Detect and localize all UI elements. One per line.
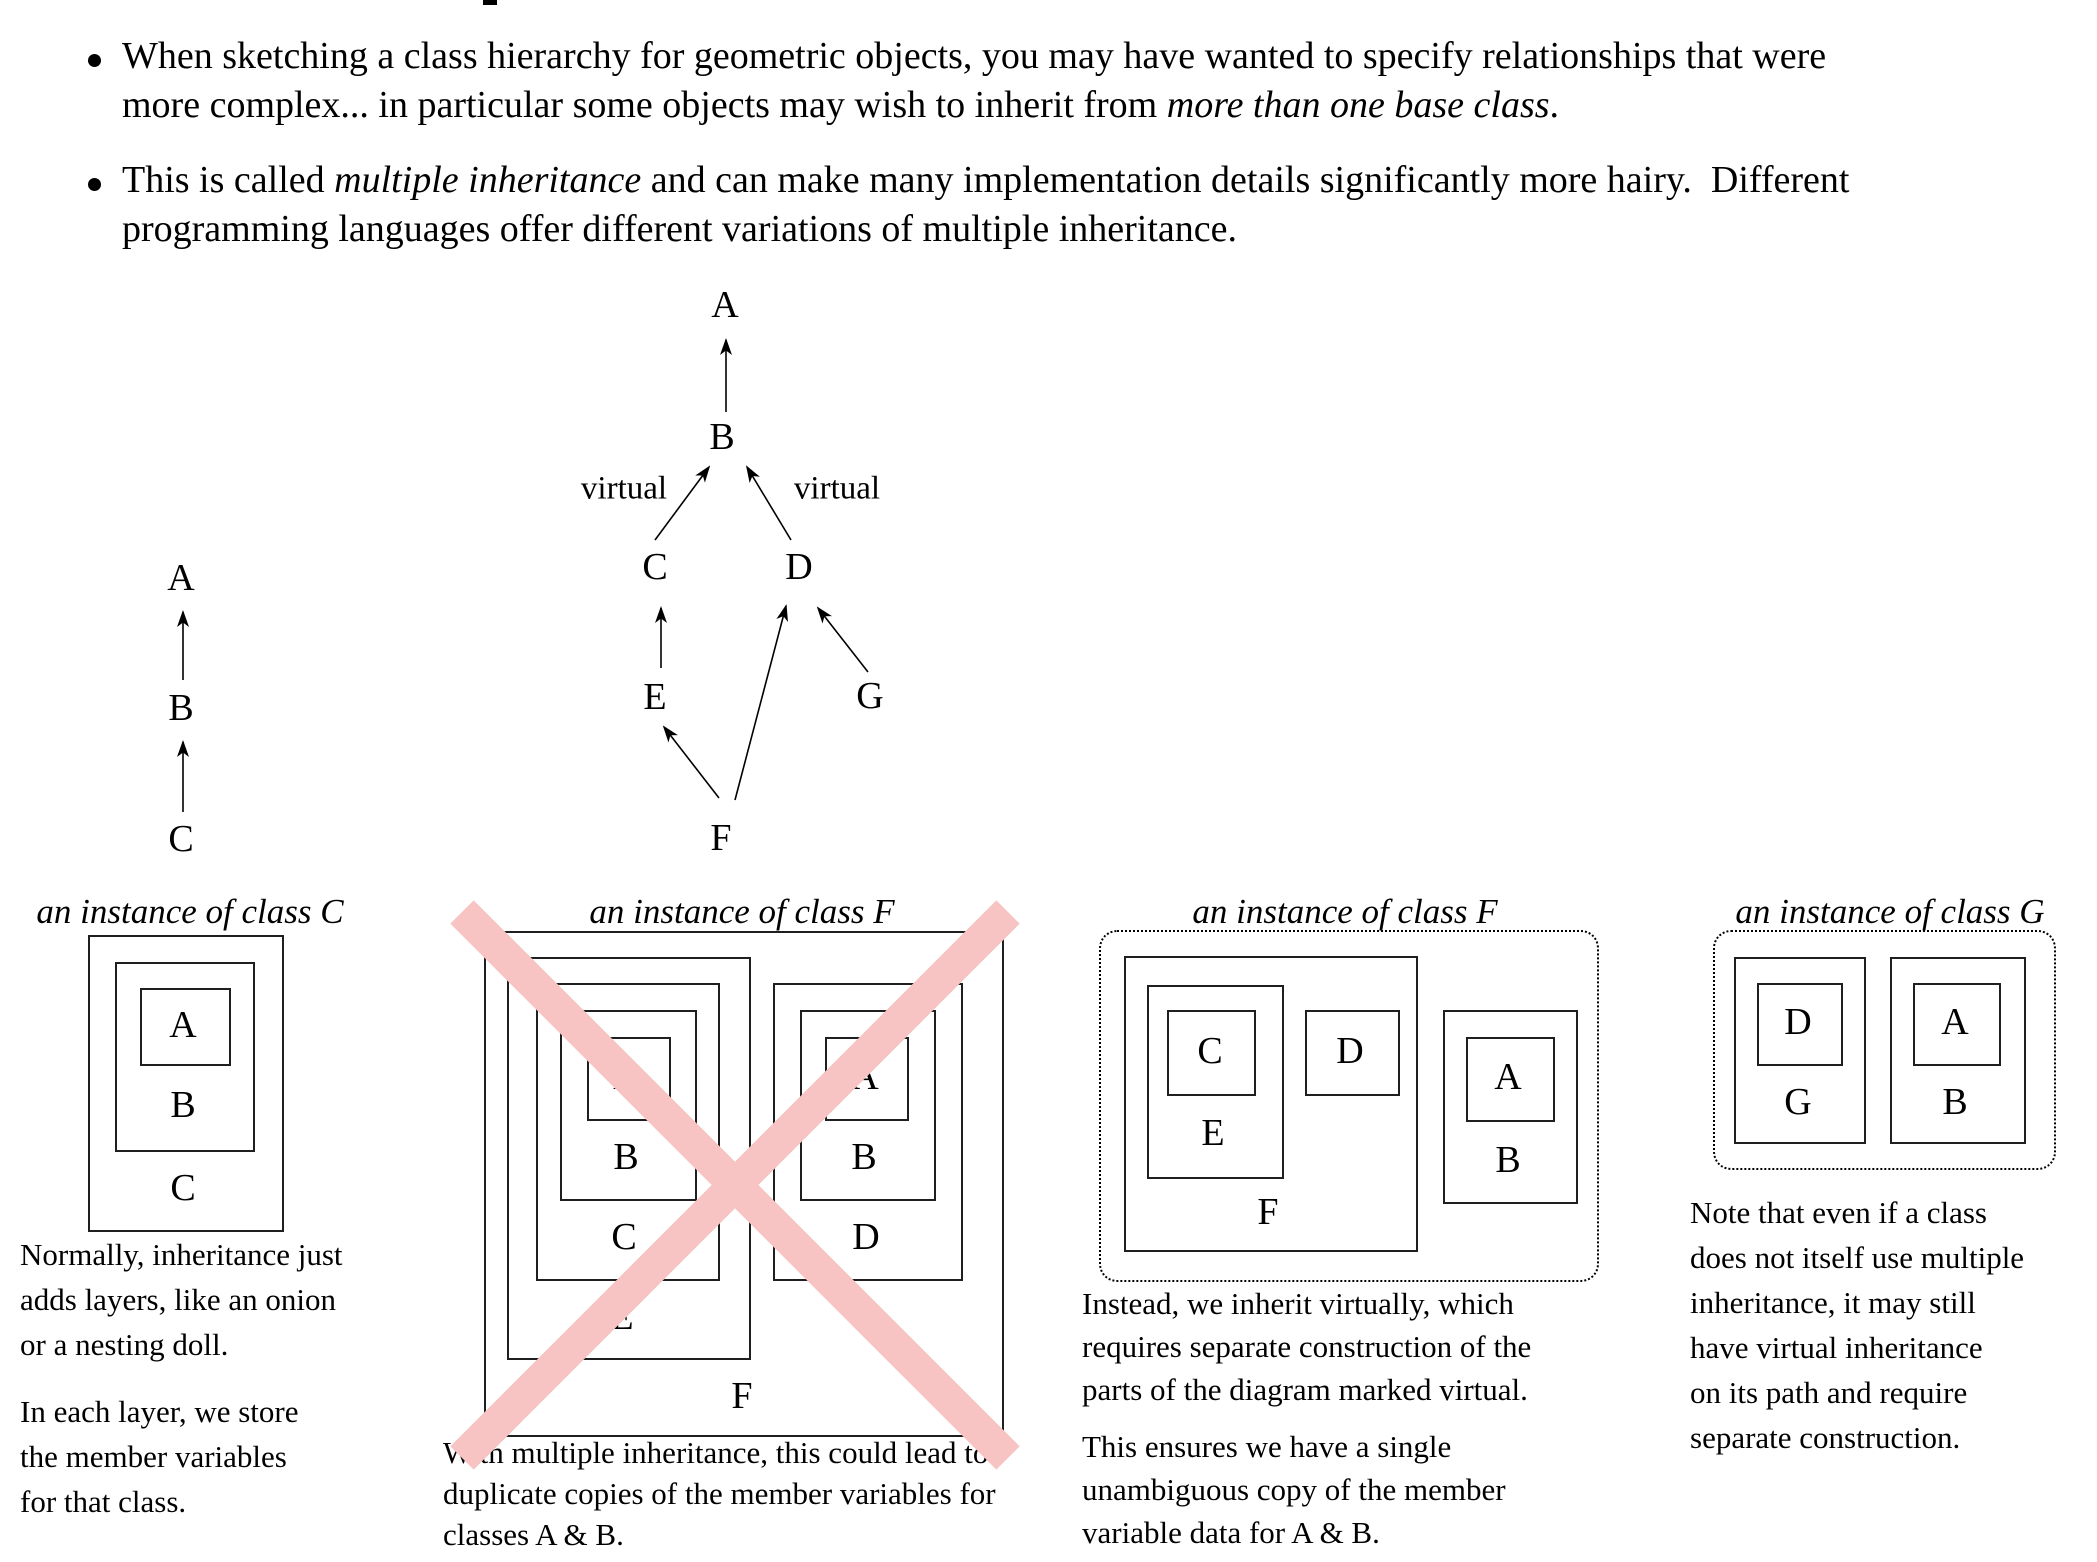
note-paragraph xyxy=(1082,1425,1672,1554)
note-under-instance-f-good xyxy=(1082,1282,1672,1554)
layer-label-e: E xyxy=(1201,1112,1225,1154)
layer-label-b: B xyxy=(170,1084,196,1126)
layer-label-b: B xyxy=(1942,1081,1968,1123)
class-node-e: E xyxy=(643,676,667,718)
text-line: This is called multiple inheritance and can make many implementation details significantly more hairy. Different xyxy=(122,159,1850,201)
layer-label-b: B xyxy=(613,1136,639,1178)
caption-instance-f-bad: an instance of class F xyxy=(589,892,895,931)
class-node-a: A xyxy=(711,284,739,326)
bullet-item xyxy=(122,156,2082,254)
linear-node-b: B xyxy=(168,687,194,729)
note-paragraph xyxy=(1690,1190,2097,1460)
layer-label-a: A xyxy=(613,1056,641,1098)
layer-label-a: A xyxy=(1941,1001,1969,1043)
bullet-icon xyxy=(88,54,101,67)
layer-label-b: B xyxy=(1495,1139,1521,1181)
cropped-title-fragment xyxy=(483,0,497,5)
class-node-b: B xyxy=(709,416,735,458)
caption-instance-g: an instance of class G xyxy=(1735,892,2045,931)
text-line: have virtual inheritance xyxy=(1690,1330,1983,1365)
text-line: parts of the diagram marked virtual. xyxy=(1082,1372,1528,1407)
layer-label-e: E xyxy=(610,1296,634,1338)
class-node-d: D xyxy=(785,546,813,588)
layer-label-f: F xyxy=(731,1375,753,1417)
text-line: When sketching a class hierarchy for geometric objects, you may have wanted to specify relationships that were xyxy=(122,35,1827,77)
layer-label-d: D xyxy=(1336,1030,1364,1072)
text-line: programming languages offer different variations of multiple inheritance. xyxy=(122,208,1238,250)
text-line: With multiple inheritance, this could lead to xyxy=(443,1435,989,1470)
linear-node-a: A xyxy=(167,557,195,599)
caption-instance-f-good: an instance of class F xyxy=(1192,892,1498,931)
class-node-g: G xyxy=(856,675,884,717)
text-line: unambiguous copy of the member xyxy=(1082,1472,1506,1507)
layer-label-b: B xyxy=(851,1136,877,1178)
layer-label-d: D xyxy=(852,1216,880,1258)
note-paragraph xyxy=(1082,1282,1672,1411)
layer-label-f: F xyxy=(1257,1191,1279,1233)
text-line: In each layer, we store xyxy=(20,1394,299,1429)
class-node-f: F xyxy=(710,817,732,859)
caption-instance-c: an instance of class C xyxy=(36,892,344,931)
layer-label-c: C xyxy=(170,1167,196,1209)
text-line: adds layers, like an onion xyxy=(20,1282,336,1317)
text-line: duplicate copies of the member variables for xyxy=(443,1476,996,1511)
text-line: on its path and require xyxy=(1690,1375,1968,1410)
note-under-instance-f-bad xyxy=(443,1432,1113,1555)
linear-node-c: C xyxy=(168,818,194,860)
layer-label-a: A xyxy=(169,1004,197,1046)
note-paragraph xyxy=(20,1232,450,1367)
note-under-instance-c xyxy=(20,1232,450,1524)
text-line: Normally, inheritance just xyxy=(20,1237,343,1272)
layer-label-c: C xyxy=(1197,1030,1223,1072)
text-line: or a nesting doll. xyxy=(20,1327,229,1362)
text-line: the member variables xyxy=(20,1439,287,1474)
layer-label-d: D xyxy=(1784,1001,1812,1043)
layer-label-a: A xyxy=(851,1056,879,1098)
text-line: more complex... in particular some objects may wish to inherit from more than one base class. xyxy=(122,84,1560,126)
text-line: Note that even if a class xyxy=(1690,1195,1987,1230)
text-line: classes A & B. xyxy=(443,1517,624,1552)
text-line: separate construction. xyxy=(1690,1420,1961,1455)
text-line: requires separate construction of the xyxy=(1082,1329,1532,1364)
text-line: inheritance, it may still xyxy=(1690,1285,1976,1320)
text-line: Instead, we inherit virtually, which xyxy=(1082,1286,1514,1321)
note-paragraph xyxy=(443,1432,1113,1555)
bullet-item xyxy=(122,32,2082,130)
layer-label-a: A xyxy=(1494,1056,1522,1098)
text-line: does not itself use multiple xyxy=(1690,1240,2025,1275)
text-line: for that class. xyxy=(20,1484,187,1519)
bullet-icon xyxy=(88,178,101,191)
text-line: This ensures we have a single xyxy=(1082,1429,1452,1464)
layer-label-g: G xyxy=(1784,1081,1812,1123)
note-under-instance-g xyxy=(1690,1190,2097,1460)
note-paragraph xyxy=(20,1389,450,1524)
layer-label-c: C xyxy=(611,1216,637,1258)
text-line: variable data for A & B. xyxy=(1082,1515,1380,1550)
virtual-edge-label: virtual xyxy=(793,470,881,507)
virtual-edge-label: virtual xyxy=(580,470,668,507)
class-node-c: C xyxy=(642,546,668,588)
